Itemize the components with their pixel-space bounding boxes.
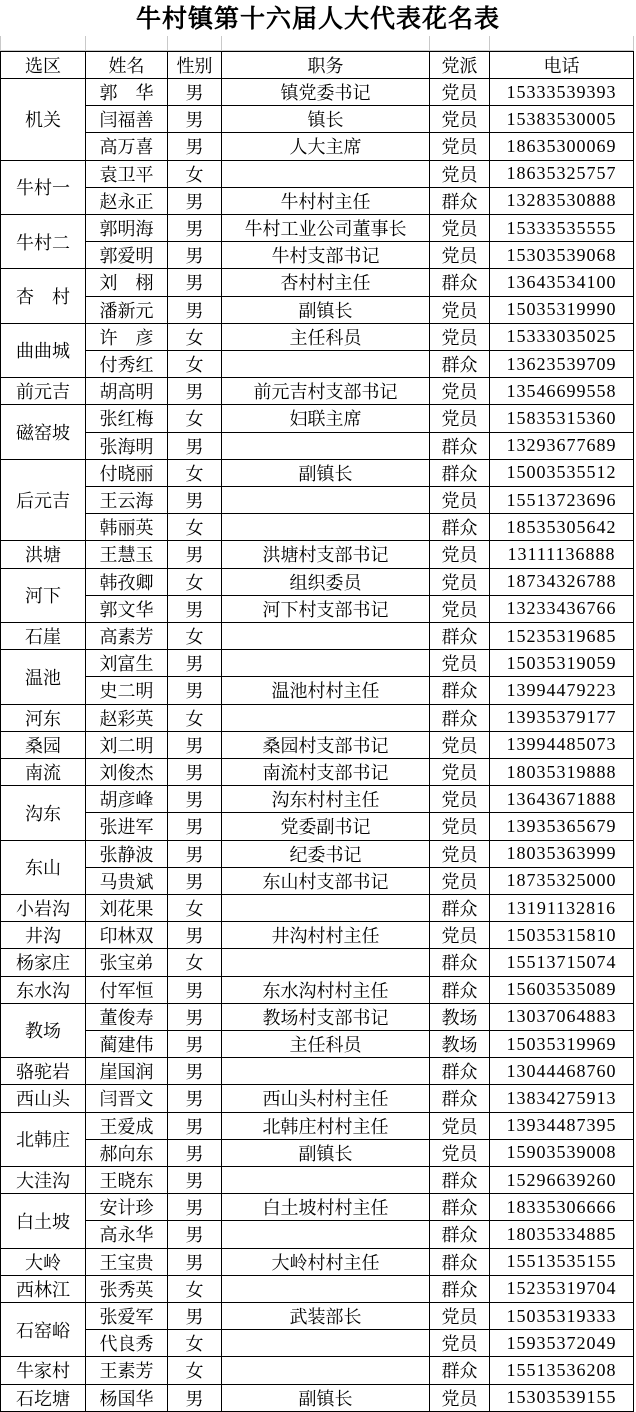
party-cell: 群众 — [430, 1221, 490, 1248]
name-cell: 马贵斌 — [86, 868, 168, 895]
district-cell: 牛家村 — [0, 1357, 86, 1384]
district-cell: 牛村一 — [0, 161, 86, 215]
name-cell: 韩孜卿 — [86, 569, 168, 596]
party-cell: 党员 — [430, 786, 490, 813]
party-cell: 党员 — [430, 487, 490, 514]
name-cell: 张静波 — [86, 841, 168, 868]
gender-cell: 女 — [168, 705, 222, 732]
district-cell: 骆驼岩 — [0, 1058, 86, 1085]
name-cell: 胡彦峰 — [86, 786, 168, 813]
district-cell: 东山 — [0, 841, 86, 895]
district-cell: 白土坡 — [0, 1194, 86, 1248]
gender-cell: 男 — [168, 1085, 222, 1112]
district-cell: 温池 — [0, 650, 86, 704]
district-cell: 曲曲城 — [0, 324, 86, 378]
header-position: 职务 — [222, 51, 430, 79]
position-cell — [222, 433, 430, 460]
party-cell: 群众 — [430, 705, 490, 732]
position-cell: 白土坡村村主任 — [222, 1194, 430, 1221]
party-cell: 党员 — [430, 1330, 490, 1357]
name-cell: 刘俊杰 — [86, 759, 168, 786]
gender-cell: 女 — [168, 351, 222, 378]
spacer-cell — [86, 36, 168, 51]
position-cell: 主任科员 — [222, 1031, 430, 1058]
party-cell: 党员 — [430, 813, 490, 840]
gender-cell: 男 — [168, 813, 222, 840]
party-cell: 党员 — [430, 569, 490, 596]
district-cell: 教场 — [0, 1004, 86, 1058]
phone-cell: 15035319969 — [490, 1031, 634, 1058]
name-cell: 代良秀 — [86, 1330, 168, 1357]
gender-cell: 男 — [168, 541, 222, 568]
gender-cell: 男 — [168, 269, 222, 296]
district-cell: 桑园 — [0, 732, 86, 759]
spacer-cell — [0, 36, 86, 51]
phone-cell: 15235319685 — [490, 623, 634, 650]
party-cell: 群众 — [430, 460, 490, 487]
party-cell: 群众 — [430, 188, 490, 215]
name-cell: 刘花果 — [86, 895, 168, 922]
name-cell: 张秀英 — [86, 1276, 168, 1303]
district-cell: 前元吉 — [0, 378, 86, 405]
phone-cell: 18335306666 — [490, 1194, 634, 1221]
party-cell: 群众 — [430, 949, 490, 976]
name-cell: 郭爱明 — [86, 242, 168, 269]
gender-cell: 男 — [168, 1221, 222, 1248]
district-cell: 磁窑坡 — [0, 405, 86, 459]
district-cell: 牛村二 — [0, 215, 86, 269]
district-cell: 南流 — [0, 759, 86, 786]
party-cell: 党员 — [430, 133, 490, 160]
phone-cell: 13233436766 — [490, 596, 634, 623]
party-cell: 党员 — [430, 650, 490, 677]
party-cell: 党员 — [430, 732, 490, 759]
phone-cell: 15513535155 — [490, 1249, 634, 1276]
district-cell: 后元吉 — [0, 460, 86, 542]
gender-cell: 男 — [168, 188, 222, 215]
party-cell: 党员 — [430, 79, 490, 106]
gender-cell: 男 — [168, 650, 222, 677]
position-cell: 前元吉村支部书记 — [222, 378, 430, 405]
phone-cell: 15333539393 — [490, 79, 634, 106]
phone-cell: 13643534100 — [490, 269, 634, 296]
position-cell: 人大主席 — [222, 133, 430, 160]
position-cell: 桑园村支部书记 — [222, 732, 430, 759]
phone-cell: 13994479223 — [490, 677, 634, 704]
header-phone: 电话 — [490, 51, 634, 79]
position-cell — [222, 623, 430, 650]
position-cell — [222, 949, 430, 976]
phone-cell: 18735325000 — [490, 868, 634, 895]
party-cell: 党员 — [430, 297, 490, 324]
phone-cell: 13293677689 — [490, 433, 634, 460]
position-cell — [222, 487, 430, 514]
gender-cell: 男 — [168, 977, 222, 1004]
name-cell: 王爱成 — [86, 1113, 168, 1140]
position-cell — [222, 1357, 430, 1384]
name-cell: 张爱军 — [86, 1303, 168, 1330]
phone-cell: 15035319333 — [490, 1303, 634, 1330]
district-cell: 沟东 — [0, 786, 86, 840]
name-cell: 赵永正 — [86, 188, 168, 215]
phone-cell: 15513723696 — [490, 487, 634, 514]
header-party: 党派 — [430, 51, 490, 79]
phone-cell: 18635325757 — [490, 161, 634, 188]
gender-cell: 男 — [168, 1058, 222, 1085]
phone-cell: 15303539155 — [490, 1385, 634, 1412]
party-cell: 党员 — [430, 161, 490, 188]
position-cell — [222, 1167, 430, 1194]
position-cell: 温池村村主任 — [222, 677, 430, 704]
gender-cell: 男 — [168, 868, 222, 895]
district-cell: 河东 — [0, 705, 86, 732]
name-cell: 付晓丽 — [86, 460, 168, 487]
phone-cell: 13994485073 — [490, 732, 634, 759]
party-cell: 党员 — [430, 405, 490, 432]
phone-cell: 15333035025 — [490, 324, 634, 351]
phone-cell: 15035315810 — [490, 922, 634, 949]
phone-cell: 15835315360 — [490, 405, 634, 432]
name-cell: 印林双 — [86, 922, 168, 949]
name-cell: 高素芳 — [86, 623, 168, 650]
name-cell: 张进军 — [86, 813, 168, 840]
position-cell: 牛村村主任 — [222, 188, 430, 215]
phone-cell: 18035319888 — [490, 759, 634, 786]
phone-cell: 13111136888 — [490, 541, 634, 568]
position-cell: 牛村工业公司董事长 — [222, 215, 430, 242]
phone-cell: 13834275913 — [490, 1085, 634, 1112]
position-cell: 南流村支部书记 — [222, 759, 430, 786]
phone-cell: 15035319059 — [490, 650, 634, 677]
phone-cell: 18635300069 — [490, 133, 634, 160]
district-cell: 大洼沟 — [0, 1167, 86, 1194]
position-cell — [222, 650, 430, 677]
position-cell: 沟东村村主任 — [222, 786, 430, 813]
party-cell: 群众 — [430, 433, 490, 460]
position-cell — [222, 895, 430, 922]
spacer-cell — [430, 36, 490, 51]
name-cell: 安计珍 — [86, 1194, 168, 1221]
position-cell: 副镇长 — [222, 297, 430, 324]
district-cell: 石崖 — [0, 623, 86, 650]
party-cell: 群众 — [430, 351, 490, 378]
position-cell: 东山村支部书记 — [222, 868, 430, 895]
name-cell: 付秀红 — [86, 351, 168, 378]
phone-cell: 15603535089 — [490, 977, 634, 1004]
phone-cell: 13643671888 — [490, 786, 634, 813]
position-cell — [222, 1221, 430, 1248]
party-cell: 群众 — [430, 514, 490, 541]
phone-cell: 13283530888 — [490, 188, 634, 215]
name-cell: 杨国华 — [86, 1385, 168, 1412]
gender-cell: 男 — [168, 1194, 222, 1221]
party-cell: 群众 — [430, 1249, 490, 1276]
gender-cell: 男 — [168, 786, 222, 813]
gender-cell: 男 — [168, 1140, 222, 1167]
header-name: 姓名 — [86, 51, 168, 79]
phone-cell: 15035319990 — [490, 297, 634, 324]
name-cell: 郭 华 — [86, 79, 168, 106]
party-cell: 党员 — [430, 868, 490, 895]
position-cell — [222, 1058, 430, 1085]
position-cell — [222, 351, 430, 378]
phone-cell: 13623539709 — [490, 351, 634, 378]
position-cell: 镇党委书记 — [222, 79, 430, 106]
phone-cell: 15333535555 — [490, 215, 634, 242]
party-cell: 党员 — [430, 378, 490, 405]
party-cell: 党员 — [430, 759, 490, 786]
district-cell: 石窑峪 — [0, 1303, 86, 1357]
gender-cell: 女 — [168, 623, 222, 650]
phone-cell: 13546699558 — [490, 378, 634, 405]
party-cell: 教场 — [430, 1004, 490, 1031]
phone-cell: 13935379177 — [490, 705, 634, 732]
party-cell: 群众 — [430, 1276, 490, 1303]
party-cell: 群众 — [430, 1357, 490, 1384]
district-cell: 西山头 — [0, 1085, 86, 1112]
phone-cell: 18035334885 — [490, 1221, 634, 1248]
name-cell: 张海明 — [86, 433, 168, 460]
party-cell: 党员 — [430, 324, 490, 351]
gender-cell: 男 — [168, 433, 222, 460]
party-cell: 教场 — [430, 1031, 490, 1058]
phone-cell: 18035363999 — [490, 841, 634, 868]
position-cell: 杏村村主任 — [222, 269, 430, 296]
gender-cell: 男 — [168, 1385, 222, 1412]
name-cell: 董俊寿 — [86, 1004, 168, 1031]
gender-cell: 女 — [168, 1330, 222, 1357]
name-cell: 刘 栩 — [86, 269, 168, 296]
name-cell: 郝向东 — [86, 1140, 168, 1167]
position-cell: 大岭村村主任 — [222, 1249, 430, 1276]
district-cell: 杨家庄 — [0, 949, 86, 976]
name-cell: 张宝弟 — [86, 949, 168, 976]
gender-cell: 男 — [168, 841, 222, 868]
phone-cell: 13934487395 — [490, 1113, 634, 1140]
name-cell: 郭明海 — [86, 215, 168, 242]
phone-cell: 18734326788 — [490, 569, 634, 596]
party-cell: 党员 — [430, 106, 490, 133]
name-cell: 胡高明 — [86, 378, 168, 405]
name-cell: 史二明 — [86, 677, 168, 704]
name-cell: 崖国润 — [86, 1058, 168, 1085]
position-cell: 西山头村村主任 — [222, 1085, 430, 1112]
position-cell — [222, 1330, 430, 1357]
gender-cell: 男 — [168, 133, 222, 160]
position-cell: 副镇长 — [222, 1140, 430, 1167]
party-cell: 党员 — [430, 215, 490, 242]
position-cell: 组织委员 — [222, 569, 430, 596]
name-cell: 刘二明 — [86, 732, 168, 759]
phone-cell: 15235319704 — [490, 1276, 634, 1303]
gender-cell: 男 — [168, 1113, 222, 1140]
district-cell: 河下 — [0, 569, 86, 623]
name-cell: 王宝贵 — [86, 1249, 168, 1276]
name-cell: 韩丽英 — [86, 514, 168, 541]
gender-cell: 男 — [168, 1004, 222, 1031]
phone-cell: 15383530005 — [490, 106, 634, 133]
name-cell: 赵彩英 — [86, 705, 168, 732]
district-cell: 石圪塘 — [0, 1385, 86, 1412]
position-cell — [222, 705, 430, 732]
phone-cell: 18535305642 — [490, 514, 634, 541]
district-cell: 大岭 — [0, 1249, 86, 1276]
gender-cell: 女 — [168, 949, 222, 976]
district-cell: 东水沟 — [0, 977, 86, 1004]
name-cell: 郭文华 — [86, 596, 168, 623]
position-cell: 北韩庄村村主任 — [222, 1113, 430, 1140]
gender-cell: 男 — [168, 1303, 222, 1330]
gender-cell: 女 — [168, 569, 222, 596]
party-cell: 党员 — [430, 841, 490, 868]
phone-cell: 15003535512 — [490, 460, 634, 487]
party-cell: 党员 — [430, 1140, 490, 1167]
position-cell: 纪委书记 — [222, 841, 430, 868]
party-cell: 群众 — [430, 623, 490, 650]
header-district: 选区 — [0, 51, 86, 79]
position-cell: 井沟村村主任 — [222, 922, 430, 949]
position-cell: 牛村支部书记 — [222, 242, 430, 269]
phone-cell: 15903539008 — [490, 1140, 634, 1167]
party-cell: 党员 — [430, 1303, 490, 1330]
name-cell: 王慧玉 — [86, 541, 168, 568]
gender-cell: 女 — [168, 895, 222, 922]
name-cell: 张红梅 — [86, 405, 168, 432]
gender-cell: 男 — [168, 922, 222, 949]
name-cell: 高万喜 — [86, 133, 168, 160]
name-cell: 刘富生 — [86, 650, 168, 677]
gender-cell: 男 — [168, 297, 222, 324]
gender-cell: 男 — [168, 596, 222, 623]
phone-cell: 13935365679 — [490, 813, 634, 840]
gender-cell: 男 — [168, 215, 222, 242]
position-cell: 河下村支部书记 — [222, 596, 430, 623]
position-cell: 副镇长 — [222, 1385, 430, 1412]
spacer-cell — [490, 36, 634, 51]
position-cell: 妇联主席 — [222, 405, 430, 432]
district-cell: 井沟 — [0, 922, 86, 949]
gender-cell: 女 — [168, 460, 222, 487]
position-cell — [222, 161, 430, 188]
district-cell: 小岩沟 — [0, 895, 86, 922]
district-cell: 机关 — [0, 79, 86, 161]
party-cell: 党员 — [430, 596, 490, 623]
name-cell: 高永华 — [86, 1221, 168, 1248]
party-cell: 群众 — [430, 895, 490, 922]
party-cell: 群众 — [430, 677, 490, 704]
party-cell: 群众 — [430, 977, 490, 1004]
district-cell: 洪塘 — [0, 541, 86, 568]
phone-cell: 15513536208 — [490, 1357, 634, 1384]
party-cell: 群众 — [430, 1167, 490, 1194]
gender-cell: 男 — [168, 1249, 222, 1276]
header-gender: 性别 — [168, 51, 222, 79]
position-cell: 教场村支部书记 — [222, 1004, 430, 1031]
spacer-cell — [168, 36, 222, 51]
name-cell: 王晓东 — [86, 1167, 168, 1194]
district-cell: 西林江 — [0, 1276, 86, 1303]
position-cell — [222, 1276, 430, 1303]
gender-cell: 男 — [168, 732, 222, 759]
party-cell: 党员 — [430, 922, 490, 949]
party-cell: 党员 — [430, 1385, 490, 1412]
district-cell: 北韩庄 — [0, 1113, 86, 1167]
phone-cell: 15513715074 — [490, 949, 634, 976]
name-cell: 闫福善 — [86, 106, 168, 133]
position-cell: 党委副书记 — [222, 813, 430, 840]
position-cell: 东水沟村村主任 — [222, 977, 430, 1004]
phone-cell: 15935372049 — [490, 1330, 634, 1357]
district-cell: 杏 村 — [0, 269, 86, 323]
party-cell: 群众 — [430, 269, 490, 296]
name-cell: 蔺建伟 — [86, 1031, 168, 1058]
position-cell: 主任科员 — [222, 324, 430, 351]
gender-cell: 女 — [168, 1276, 222, 1303]
gender-cell: 男 — [168, 677, 222, 704]
gender-cell: 男 — [168, 759, 222, 786]
party-cell: 群众 — [430, 1194, 490, 1221]
page-title: 牛村镇第十六届人大代表花名表 — [135, 4, 500, 33]
gender-cell: 男 — [168, 378, 222, 405]
name-cell: 许 彦 — [86, 324, 168, 351]
name-cell: 潘新元 — [86, 297, 168, 324]
gender-cell: 男 — [168, 106, 222, 133]
gender-cell: 女 — [168, 161, 222, 188]
name-cell: 袁卫平 — [86, 161, 168, 188]
phone-cell: 15296639260 — [490, 1167, 634, 1194]
name-cell: 付军恒 — [86, 977, 168, 1004]
party-cell: 党员 — [430, 541, 490, 568]
gender-cell: 男 — [168, 487, 222, 514]
name-cell: 闫晋文 — [86, 1085, 168, 1112]
gender-cell: 男 — [168, 1167, 222, 1194]
gender-cell: 男 — [168, 242, 222, 269]
party-cell: 群众 — [430, 1085, 490, 1112]
party-cell: 党员 — [430, 242, 490, 269]
gender-cell: 女 — [168, 514, 222, 541]
position-cell: 镇长 — [222, 106, 430, 133]
gender-cell: 男 — [168, 79, 222, 106]
gender-cell: 女 — [168, 1357, 222, 1384]
gender-cell: 女 — [168, 405, 222, 432]
party-cell: 群众 — [430, 1058, 490, 1085]
phone-cell: 13044468760 — [490, 1058, 634, 1085]
spacer-cell — [222, 36, 430, 51]
party-cell: 党员 — [430, 1113, 490, 1140]
position-cell: 洪塘村支部书记 — [222, 541, 430, 568]
position-cell: 副镇长 — [222, 460, 430, 487]
phone-cell: 13037064883 — [490, 1004, 634, 1031]
name-cell: 王素芳 — [86, 1357, 168, 1384]
name-cell: 王云海 — [86, 487, 168, 514]
gender-cell: 女 — [168, 324, 222, 351]
position-cell: 武装部长 — [222, 1303, 430, 1330]
phone-cell: 13191132816 — [490, 895, 634, 922]
phone-cell: 15303539068 — [490, 242, 634, 269]
position-cell — [222, 514, 430, 541]
gender-cell: 男 — [168, 1031, 222, 1058]
